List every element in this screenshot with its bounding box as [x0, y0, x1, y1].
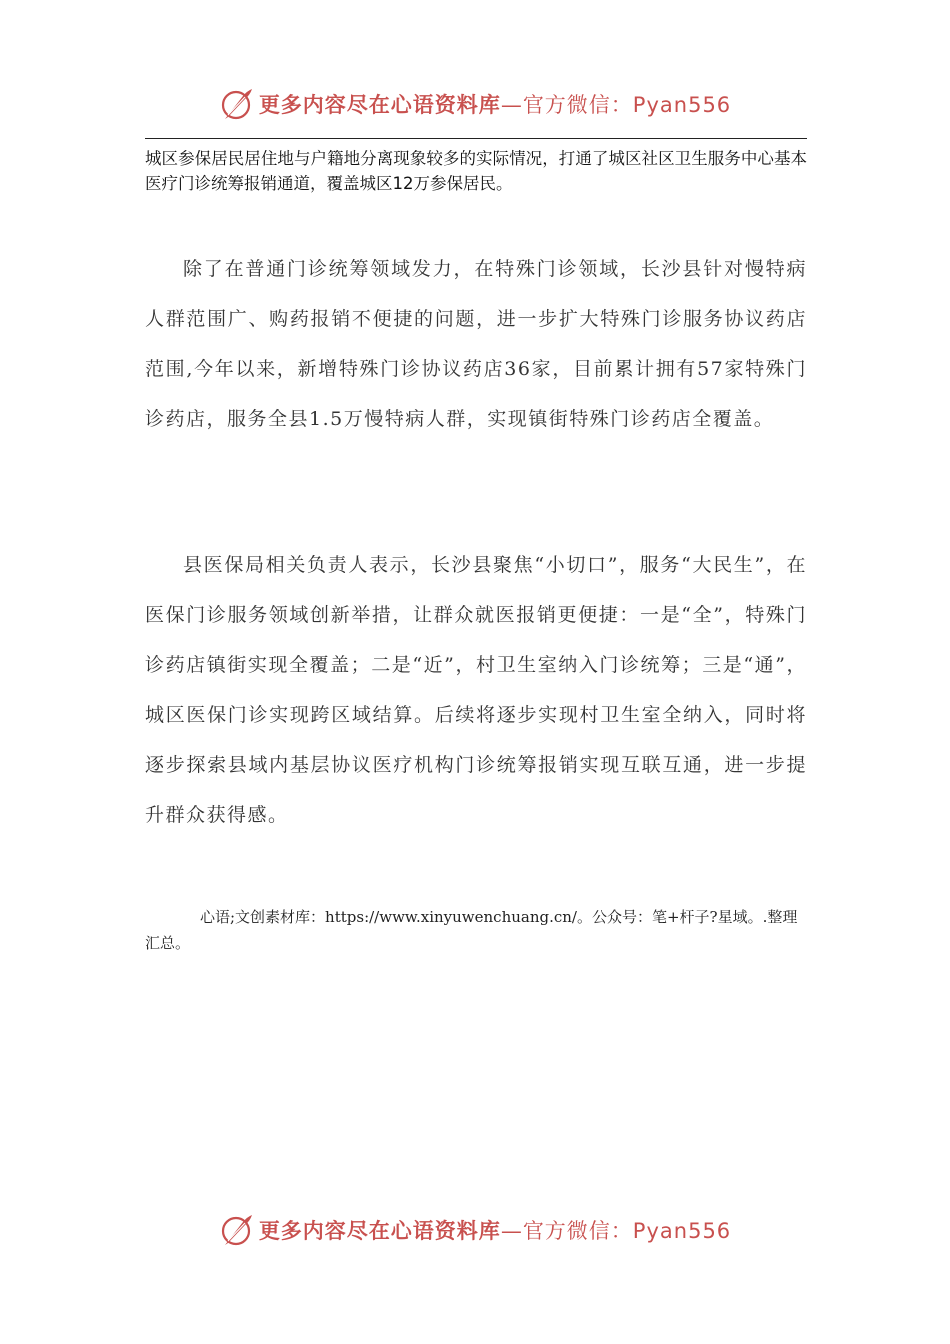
quill-pen-circle-icon	[219, 1212, 255, 1248]
header-divider	[145, 138, 807, 139]
quill-pen-circle-icon	[219, 86, 255, 122]
footer-banner-text	[259, 1215, 731, 1245]
header-banner-text	[259, 89, 731, 119]
banner-site-name: 更多内容尽在心语资料库	[258, 93, 501, 117]
footer-banner	[0, 1210, 950, 1250]
source-note: 心语;文创素材库：https://www.xinyuwenchuang.cn/。公众号：笔+杆子?星域。.整理汇总。	[145, 908, 798, 952]
banner-wechat-info: —官方微信：Pyan556	[500, 1219, 732, 1243]
banner-wechat-info: —官方微信：Pyan556	[500, 93, 732, 117]
lead-paragraph: 城区参保居民居住地与户籍地分离现象较多的实际情况，打通了城区社区卫生服务中心基本医疗门诊统筹报销通道，覆盖城区12万参保居民。	[145, 149, 807, 193]
header-banner	[0, 84, 950, 124]
body-paragraph-1: 除了在普通门诊统筹领域发力，在特殊门诊领域，长沙县针对慢特病人群范围广、购药报销不便捷的问题，进一步扩大特殊门诊服务协议药店范围,今年以来，新增特殊门诊协议药店36家，目前累计拥有57家特殊门诊药店，服务全县1.5万慢特病人群，实现镇街特殊门诊药店全覆盖。	[145, 258, 807, 430]
body-paragraph-2: 县医保局相关负责人表示，长沙县聚焦“小切口”，服务“大民生”，在医保门诊服务领域创新举措，让群众就医报销更便捷：一是“全”，特殊门诊药店镇街实现全覆盖；二是“近”，村卫生室纳入门诊统筹；三是“通”，城区医保门诊实现跨区域结算。后续将逐步实现村卫生室全纳入，同时将逐步探索县域内基层协议医疗机构门诊统筹报销实现互联互通，进一步提升群众获得感。	[145, 554, 807, 826]
banner-site-name: 更多内容尽在心语资料库	[258, 1219, 501, 1243]
